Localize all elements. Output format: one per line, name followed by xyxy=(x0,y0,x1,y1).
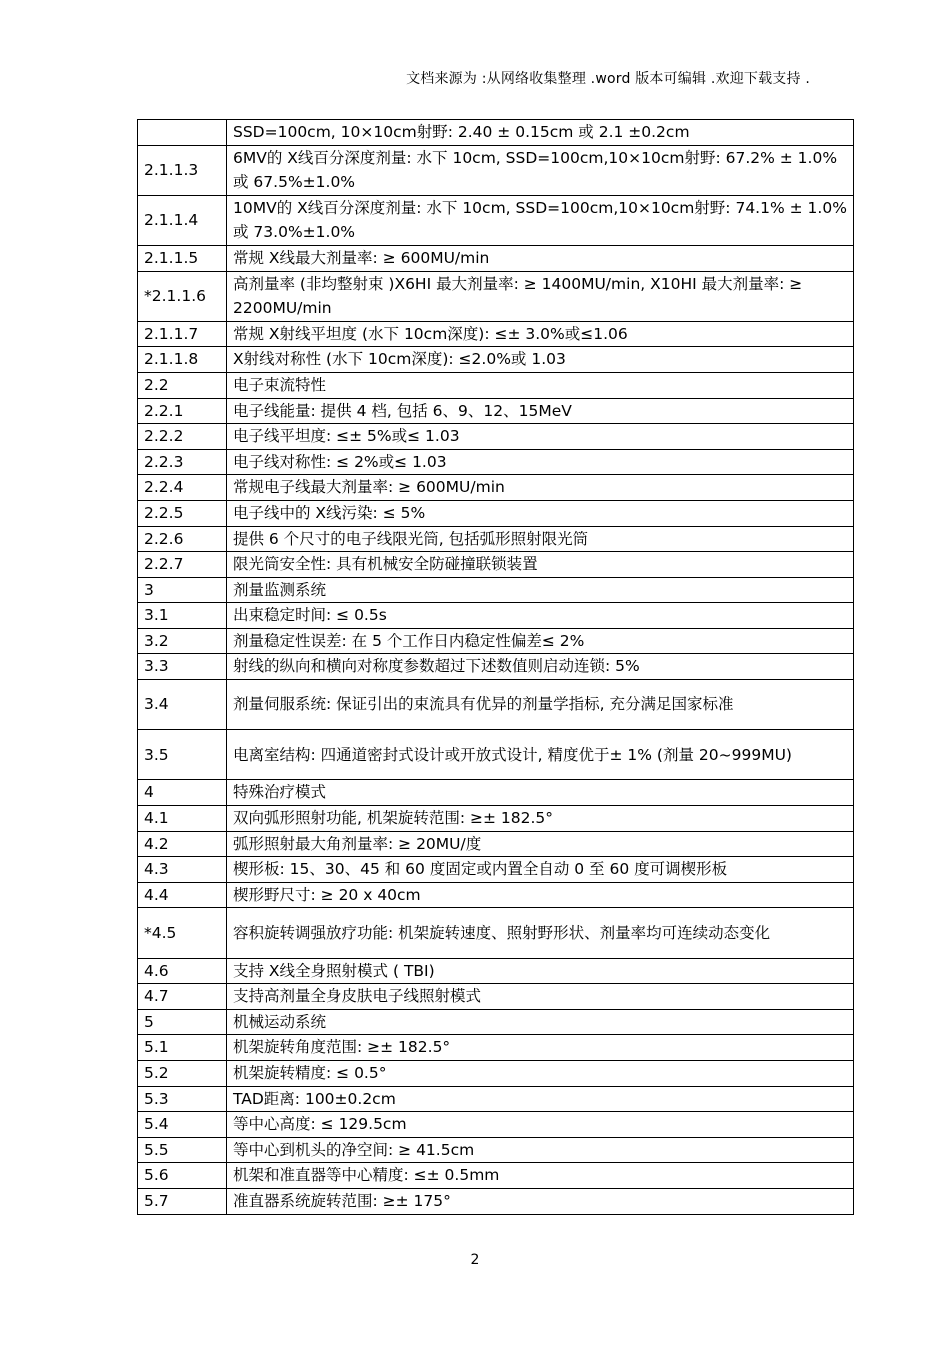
table-row xyxy=(138,882,854,908)
row-text: 常规 X射线平坦度 (水下 10cm深度): ≤± 3.0%或≤1.06 xyxy=(227,321,854,347)
row-number xyxy=(138,120,227,146)
row-number: 4.6 xyxy=(138,958,227,984)
row-text: 电子线对称性: ≤ 2%或≤ 1.03 xyxy=(227,449,854,475)
table-row xyxy=(138,1086,854,1112)
row-text: 电子束流特性 xyxy=(227,372,854,398)
table-row xyxy=(138,806,854,832)
row-number: 2.1.1.3 xyxy=(138,145,227,195)
table-row xyxy=(138,245,854,271)
row-text: 出束稳定时间: ≤ 0.5s xyxy=(227,603,854,629)
row-text: 提供 6 个尺寸的电子线限光筒, 包括弧形照射限光筒 xyxy=(227,526,854,552)
table-row xyxy=(138,1112,854,1138)
row-number: *2.1.1.6 xyxy=(138,271,227,321)
page-number: 2 xyxy=(470,1252,480,1268)
table-row xyxy=(138,1163,854,1189)
row-text: 10MV的 X线百分深度剂量: 水下 10cm, SSD=100cm,10×10cm射野: 74.1% ± 1.0% 或 73.0%±1.0% xyxy=(227,195,854,245)
row-text: 电离室结构: 四通道密封式设计或开放式设计, 精度优于± 1% (剂量 20~999MU) xyxy=(227,730,854,780)
table-row xyxy=(138,680,854,730)
row-number: 2.2 xyxy=(138,372,227,398)
row-text: 特殊治疗模式 xyxy=(227,780,854,806)
row-number: 3 xyxy=(138,577,227,603)
table-row xyxy=(138,1035,854,1061)
row-number: 3.2 xyxy=(138,628,227,654)
row-number: 2.2.4 xyxy=(138,475,227,501)
table-row xyxy=(138,398,854,424)
row-number: 4.4 xyxy=(138,882,227,908)
table-row xyxy=(138,603,854,629)
row-text: 机架旋转精度: ≤ 0.5° xyxy=(227,1060,854,1086)
row-number: 2.2.5 xyxy=(138,500,227,526)
table-row xyxy=(138,654,854,680)
row-text: 剂量伺服系统: 保证引出的束流具有优异的剂量学指标, 充分满足国家标准 xyxy=(227,680,854,730)
row-text: 高剂量率 (非均整射束 )X6HI 最大剂量率: ≥ 1400MU/min, X10HI 最大剂量率: ≥ 2200MU/min xyxy=(227,271,854,321)
row-text: 准直器系统旋转范围: ≥± 175° xyxy=(227,1188,854,1214)
row-text: 6MV的 X线百分深度剂量: 水下 10cm, SSD=100cm,10×10cm射野: 67.2% ± 1.0% 或 67.5%±1.0% xyxy=(227,145,854,195)
row-text: 电子线平坦度: ≤± 5%或≤ 1.03 xyxy=(227,424,854,450)
row-text: 机械运动系统 xyxy=(227,1009,854,1035)
row-number: 5.2 xyxy=(138,1060,227,1086)
row-text: 双向弧形照射功能, 机架旋转范围: ≥± 182.5° xyxy=(227,806,854,832)
row-text: 楔形野尺寸: ≥ 20 x 40cm xyxy=(227,882,854,908)
row-number: 3.1 xyxy=(138,603,227,629)
row-number: 2.1.1.8 xyxy=(138,347,227,373)
table-row xyxy=(138,552,854,578)
row-number: 2.2.2 xyxy=(138,424,227,450)
row-number: 4 xyxy=(138,780,227,806)
table-row xyxy=(138,577,854,603)
row-number: 5.1 xyxy=(138,1035,227,1061)
table-row xyxy=(138,120,854,146)
row-text: SSD=100cm, 10×10cm射野: 2.40 ± 0.15cm 或 2.1 ±0.2cm xyxy=(227,120,854,146)
row-text: 支持高剂量全身皮肤电子线照射模式 xyxy=(227,984,854,1010)
row-number: 5.4 xyxy=(138,1112,227,1138)
table-row xyxy=(138,1137,854,1163)
table-row xyxy=(138,831,854,857)
row-number: 4.3 xyxy=(138,857,227,883)
row-number: 5 xyxy=(138,1009,227,1035)
row-number: 5.7 xyxy=(138,1188,227,1214)
table-row xyxy=(138,449,854,475)
table-row xyxy=(138,475,854,501)
row-number: 2.1.1.7 xyxy=(138,321,227,347)
row-number: 5.6 xyxy=(138,1163,227,1189)
table-row xyxy=(138,347,854,373)
row-text: 常规电子线最大剂量率: ≥ 600MU/min xyxy=(227,475,854,501)
row-text: 等中心到机头的净空间: ≥ 41.5cm xyxy=(227,1137,854,1163)
row-text: 剂量稳定性误差: 在 5 个工作日内稳定性偏差≤ 2% xyxy=(227,628,854,654)
table-row xyxy=(138,857,854,883)
table-row xyxy=(138,424,854,450)
page-header: 文档来源为 :从网络收集整理 .word 版本可编辑 .欢迎下载支持 . xyxy=(406,71,810,87)
row-text: X射线对称性 (水下 10cm深度): ≤2.0%或 1.03 xyxy=(227,347,854,373)
table-row xyxy=(138,145,854,195)
row-number: 4.1 xyxy=(138,806,227,832)
row-text: 机架和准直器等中心精度: ≤± 0.5mm xyxy=(227,1163,854,1189)
table-row xyxy=(138,1009,854,1035)
row-text: 剂量监测系统 xyxy=(227,577,854,603)
table-row xyxy=(138,271,854,321)
row-text: 支持 X线全身照射模式 ( TBI) xyxy=(227,958,854,984)
row-text: 电子线能量: 提供 4 档, 包括 6、9、12、15MeV xyxy=(227,398,854,424)
row-text: 机架旋转角度范围: ≥± 182.5° xyxy=(227,1035,854,1061)
table-row xyxy=(138,958,854,984)
row-number: 3.4 xyxy=(138,680,227,730)
table-row xyxy=(138,372,854,398)
row-number: 4.2 xyxy=(138,831,227,857)
row-number: 2.2.7 xyxy=(138,552,227,578)
row-text: 容积旋转调强放疗功能: 机架旋转速度、照射野形状、剂量率均可连续动态变化 xyxy=(227,908,854,958)
row-number: 3.5 xyxy=(138,730,227,780)
table-row xyxy=(138,195,854,245)
table-row xyxy=(138,984,854,1010)
table-row xyxy=(138,908,854,958)
table-row xyxy=(138,526,854,552)
row-number: 4.7 xyxy=(138,984,227,1010)
table-row xyxy=(138,1060,854,1086)
row-text: 弧形照射最大角剂量率: ≥ 20MU/度 xyxy=(227,831,854,857)
row-number: 2.2.6 xyxy=(138,526,227,552)
row-number: 5.3 xyxy=(138,1086,227,1112)
row-text: 楔形板: 15、30、45 和 60 度固定或内置全自动 0 至 60 度可调楔形板 xyxy=(227,857,854,883)
row-number: 2.2.3 xyxy=(138,449,227,475)
row-number: 2.1.1.4 xyxy=(138,195,227,245)
row-number: *4.5 xyxy=(138,908,227,958)
table-row xyxy=(138,321,854,347)
row-number: 2.2.1 xyxy=(138,398,227,424)
row-text: 限光筒安全性: 具有机械安全防碰撞联锁装置 xyxy=(227,552,854,578)
row-text: TAD距离: 100±0.2cm xyxy=(227,1086,854,1112)
row-text: 等中心高度: ≤ 129.5cm xyxy=(227,1112,854,1138)
row-text: 射线的纵向和横向对称度参数超过下述数值则启动连锁: 5% xyxy=(227,654,854,680)
table-row xyxy=(138,500,854,526)
table-row xyxy=(138,780,854,806)
row-number: 2.1.1.5 xyxy=(138,245,227,271)
row-number: 3.3 xyxy=(138,654,227,680)
row-text: 常规 X线最大剂量率: ≥ 600MU/min xyxy=(227,245,854,271)
row-text: 电子线中的 X线污染: ≤ 5% xyxy=(227,500,854,526)
spec-table xyxy=(137,119,854,1215)
table-row xyxy=(138,1188,854,1214)
table-row xyxy=(138,730,854,780)
row-number: 5.5 xyxy=(138,1137,227,1163)
table-row xyxy=(138,628,854,654)
